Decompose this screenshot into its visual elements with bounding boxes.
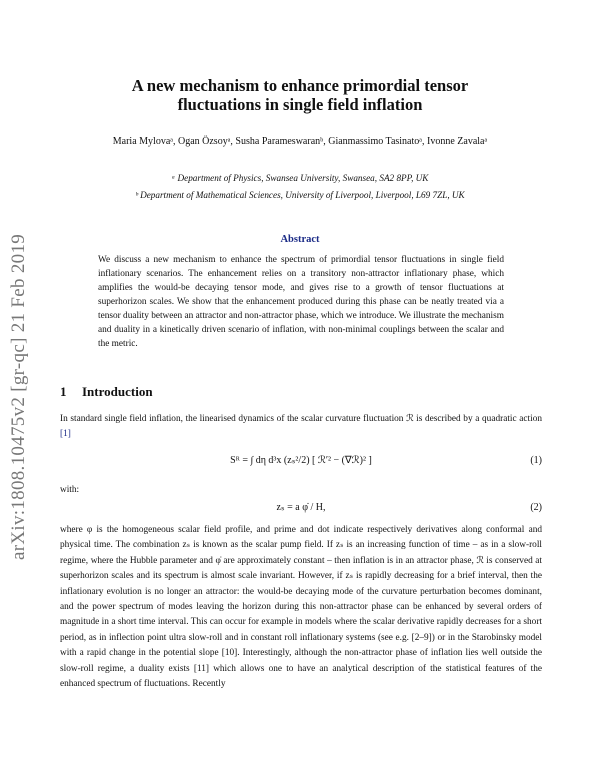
equation-1 [60,451,542,481]
title-line-2: fluctuations in single field inflation [177,95,423,114]
section-title: Introduction [82,384,153,399]
equation-2-body: zₛ = a φ̇ / H, [276,502,326,513]
paragraph-intro-text: In standard single field inflation, the linearised dynamics of the scalar curvature fluctuation ℛ is described by a quadratic action [60,414,542,424]
author-list: Maria Mylovaᵃ, Ogan Özsoyᵃ, Susha Parameswaranᵇ, Gianmassimo Tasinatoᵃ, Ivonne Zavalaᵃ [112,136,488,147]
abstract-text: We discuss a new mechanism to enhance the spectrum of primordial tensor fluctuations in single field inflationary scenarios. The enhancement relies on a transitory non-attractor inflationary phase, which amplifies the would-be decaying tensor mode, and gives rise to a growth of tensor fluctuations at superhorizon scales. We show that the enhancement produced during this phase can be neatly treated via a tensor duality between an attractor and non-attractor phase, which we introduce. We illustrate the mechanism and duality in a kinetically driven scenario of inflation, with non-minimal couplings between the scalar and the metric. [98,255,504,349]
equation-2 [60,494,542,524]
title-line-1: A new mechanism to enhance primordial tensor [131,76,469,95]
citation-link[interactable]: [1] [60,429,71,440]
affiliations [60,170,540,204]
equation-1-number: (1) [530,455,542,466]
with-label: with: [60,485,80,495]
paragraph-main: where φ is the homogeneous scalar field profile, and prime and dot indicate respectively derivatives along conformal and physical time. The combination zₛ is known as the scalar pump field. If zₛ is an increasing function of time – as in a slow-roll regime, where the Hubble parameter and φ̇ are approximately constant – then inflation is in an attractor phase, ℛ is conserved at superhorizon scales and its spectrum is almost scale invariant. However, if zₛ is rapidly decreasing for a brief interval, then the inflationary evolution is no longer an attractor: the would-be decaying mode of the curvature perturbation becomes dominant, and the power spectrum of modes leaving the horizon during this non-attractor phase can be enhanced by several orders of magnitude in a short time interval. This can occur for example in models where the scalar derivative rapidly decreases for a short period, as in inflection point ultra slow-roll and in constant roll inflationary systems (see e.g. [2–9]) or in the Starobinsky model with a rapid change in the potential slope [10]. Interestingly, although the non-attractor phase of inflation lies well outside the slow-roll regime, a duality exists [11] which allows one to have an analytical description of the statistical features of the enhanced spectrum of fluctuations. Recently [60,525,542,690]
equation-2-number: (2) [530,502,542,513]
section-heading [60,384,360,400]
affiliation-a: ᵃ Department of Physics, Swansea University, Swansea, SA2 8PP, UK [171,173,429,183]
section-number: 1 [60,384,67,399]
abstract-heading: Abstract [280,234,320,245]
equation-1-body: Sᴿ = ∫ dη d³x (zₛ²/2) [ ℛ′² − (∇ℛ)² ] [230,455,372,466]
arxiv-identifier[interactable]: arXiv:1808.10475v2 [gr-qc] 21 Feb 2019 [8,233,29,560]
paragraph-intro [60,412,542,443]
paper-title [90,76,510,114]
affiliation-b: ᵇ Department of Mathematical Sciences, University of Liverpool, Liverpool, L69 7ZL, UK [135,190,465,200]
